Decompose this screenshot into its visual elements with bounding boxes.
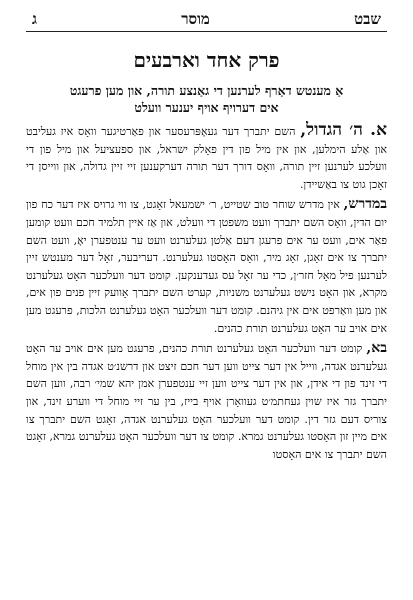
paragraph-2-text: אין מדרש שוחר טוב שטייט, ר׳ ישמעאל זאָגט, צו ווי גרויס איז דער כח פון יום הדין, וואָס השם יתברך וועט משפטן די וועלט, און אַז איין תלמיד חכם וועט קומען פאַר אים, וועט ער אים פרעגן דעם אַלטן געלערנט וועט ער ענטפערן יאָ, וועט השם יתברך צו אים זאָגן, זאָג מיר, וואָס האָסטו געלערנט. דעריבער, זאָל דער מענטש זיין לערנען פיל מאָל חזר׳ן, כדי ער זאָל עס געדענקען. קומט דער וועלכער האָט געלערנט מקרא, און האָט נישט געלערנט משניות, קערט השם יתברך אָוועק זיין פנים פון אים, און מען וואַרפט אים אין גיהנם. קומט דער וועלכער האָט געלערנט הלכות, פרעגט מען אים אויב ער האָט געלערנט תורת כהנים. (26, 198, 387, 335)
header-page-number: ג (32, 10, 37, 28)
paragraph-3-lead: בא, (366, 340, 388, 357)
header-section-label: מוסר (181, 10, 210, 28)
subtitle-line-1: אַ מענטש דאַרף לערנען די גאַנצע תורה, און מען פרעגט (69, 83, 344, 98)
chapter-subtitle (26, 82, 387, 116)
subtitle-line-2: אים דערויף אויף יענער וועלט (134, 100, 279, 115)
paragraph-2 (26, 196, 387, 337)
paragraph-1 (26, 122, 387, 193)
paragraph-2-lead: במדרש, (343, 196, 387, 213)
paragraph-3-text: קומט דער וועלכער האָט געלערנט תורת כהנים, פרעגט מען אים אויב ער האָט געלערנט אגדה, ווייל אין דער צייט ווען דער חכם זיצט און דרשנ׳ט אגדה בין אין מוחל די זינד פון די אידן, און אין דער צייט ווען זיי ענטפערן אמן יהא שמי׳ רבה, ווען השם יתברך גזר איז שוין געחתמ׳ט געוואָרן אויף בייז, בין ער זיי מוחל די ווערע זינד, און צוריס דעם גזר דין. קומט דער וועלכער האָט געלערנט אגדה, זאָגט השם יתברך צו אים מיין זון האָסטו געלערנט גמרא. קומט צו דער וועלכער האָט געלערנט גמרא, זאָגט השם יתברך צו אים האָסטו (26, 342, 387, 461)
running-header (26, 8, 387, 32)
chapter-title: פרק אחד וארבעים (133, 48, 280, 72)
header-week-label: שבט (354, 10, 381, 28)
paragraph-1-lead: א. ה׳ הגדול, (300, 120, 387, 140)
paragraph-3 (26, 340, 387, 463)
paragraph-1-text: השם יתברך דער געאָפּרעסער און פאַרטיגער וואָס איז געליבט און אַלע הימלען, און אין מיל פון דין פאָלק ישראל, און ספעציעל און מיל פון די וועלכע לערנען זיין תורה, וואָס דורך דער תורה דערקענען זיי זיין גדולה, און ווייסן די זאָכן גוט צו באַשיידן. (26, 125, 387, 191)
